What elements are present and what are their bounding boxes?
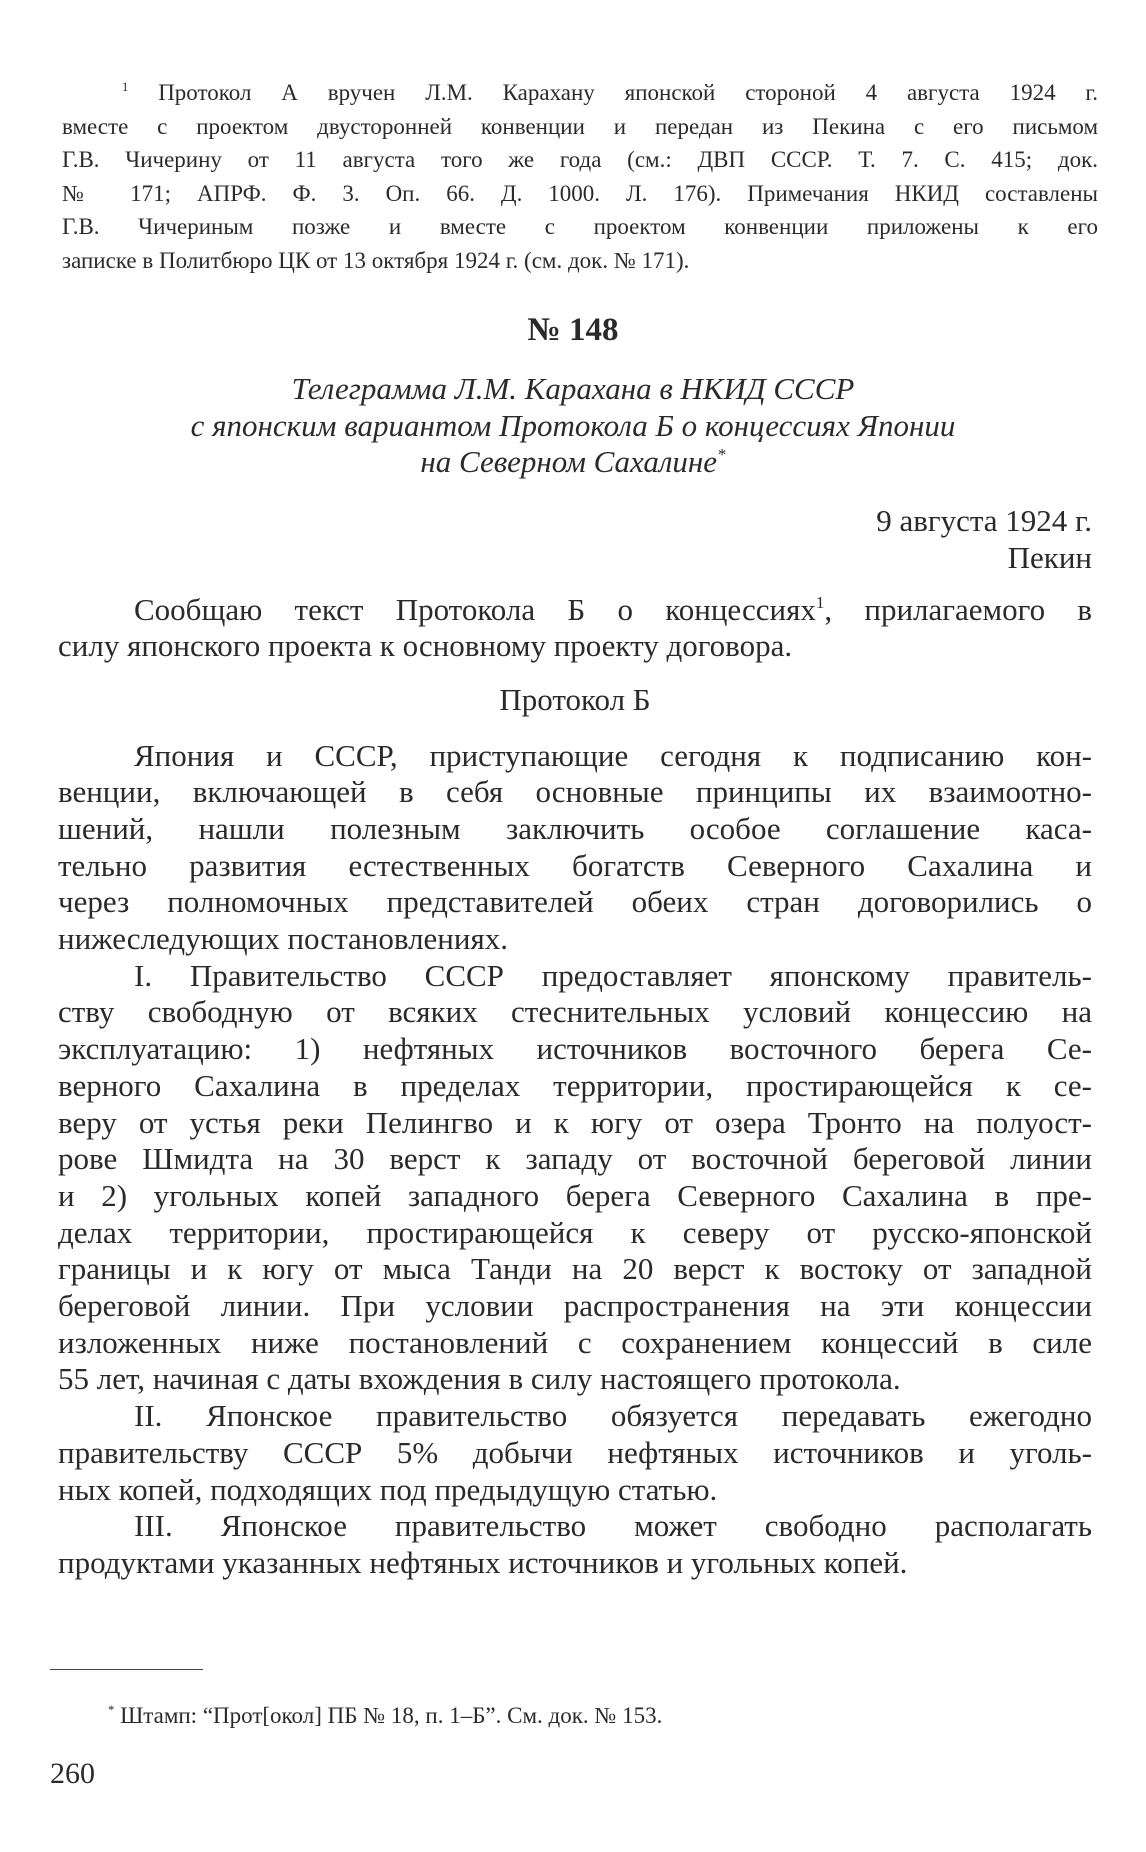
document-place: Пекин (1007, 540, 1092, 575)
document-date: 9 августа 1924 г. (876, 503, 1092, 538)
intro-line: силу японского проекта к основному проекту договора. (58, 627, 793, 663)
text-line: веру от устья реки Пелингво и к югу от озера Тронто на полуост- (58, 1104, 1092, 1140)
footnote-mark: * (717, 445, 726, 465)
title-line: с японским вариантом Протокола Б о концессиях Японии (190, 407, 956, 443)
date-place (876, 502, 1092, 576)
protocol-heading: Протокол Б (499, 682, 651, 717)
text-line: нижеследующих постановлениях. (58, 921, 508, 957)
text-line: границы и к югу от мыса Танди на 20 верст к востоку от западной (58, 1251, 1092, 1287)
protocol-text (58, 738, 1092, 1582)
text-line: 55 лет, начиная с даты вхождения в силу настоящего протокола. (58, 1361, 901, 1397)
intro-text: , прилагаемого в (824, 592, 1092, 627)
text-line: делах территории, простирающейся к северу от русско-японской (58, 1214, 1092, 1250)
text-line: Япония и СССР, приступающие сегодня к подписанию кон- (134, 737, 1092, 773)
footnote-line: № 171; АПРФ. Ф. 3. Оп. 66. Д. 1000. Л. 176). Примечания НКИД составлены (62, 180, 1098, 206)
footnote-mark: 1 (122, 80, 129, 95)
text-line: через полномочных представителей обеих стран договорились о (58, 884, 1092, 920)
footnote-line: вместе с проектом двусторонней конвенции и передан из Пекина с его письмом (62, 113, 1098, 139)
text-line: продуктами указанных нефтяных источников и угольных копей. (58, 1544, 908, 1580)
text-line: ных копей, подходящих под предыдущую статью. (58, 1471, 718, 1507)
footnote-line (62, 76, 1098, 110)
footnote-divider (50, 1669, 203, 1670)
intro-text: Сообщаю текст Протокола Б о концессиях (134, 592, 816, 627)
text-line: тельно развития естественных богатств Северного Сахалина и (58, 847, 1092, 883)
text-line: III. Японское правительство может свободно располагать (134, 1508, 1092, 1544)
footnote-line: записке в Политбюро ЦК от 13 октября 1924 г. (см. док. № 171). (62, 247, 690, 273)
footnote-text: Протокол А вручен Л.М. Карахану японской стороной 4 августа 1924 г. (158, 80, 1099, 105)
text-line: шений, нашли полезным заключить особое соглашение каса- (58, 810, 1092, 846)
paragraph (58, 738, 1092, 958)
footnote-mark: 1 (815, 593, 825, 613)
title-line (0, 444, 1146, 481)
text-line: ству свободную от всяких стеснительных условий концессию на (58, 994, 1092, 1030)
text-line: береговой линии. При условии распространения на эти концессии (58, 1288, 1092, 1324)
paragraph (58, 1508, 1092, 1581)
footnote-line: Г.В. Чичериным позже и вместе с проектом конвенции приложены к его (62, 214, 1098, 239)
title-line: Телеграмма Л.М. Карахана в НКИД СССР (291, 371, 855, 406)
page-number: 260 (50, 1757, 95, 1790)
footnote-line: Г.В. Чичерину от 11 августа того же года (см.: ДВП СССР. Т. 7. С. 415; док. (62, 147, 1098, 172)
text-line: I. Правительство СССР предоставляет японскому правитель- (134, 957, 1092, 993)
footnote-top (62, 76, 1098, 277)
text-line: эксплуатацию: 1) нефтяных источников восточного берега Се- (58, 1031, 1092, 1067)
footnote-bottom (108, 1703, 662, 1729)
document-number: № 148 (527, 312, 619, 348)
text-line: венции, включающей в себя основные принципы их взаимоотно- (58, 774, 1092, 810)
footnote-mark: * (108, 1703, 115, 1718)
document-body (58, 592, 1092, 1582)
text-line: верного Сахалина в пределах территории, простирающейся к се- (58, 1067, 1092, 1103)
text-line: изложенных ниже постановлений с сохранением концессий в силе (58, 1324, 1092, 1360)
title-line-text: на Северном Сахалине (420, 444, 718, 479)
text-line: правительству СССР 5% добычи нефтяных источников и уголь- (58, 1434, 1092, 1470)
document-title (0, 371, 1146, 481)
footnote-text: Штамп: “Прот[окол] ПБ № 18, п. 1–Б”. См. док. № 153. (120, 1703, 663, 1728)
text-line: рове Шмидта на 30 верст к западу от восточной береговой линии (58, 1141, 1092, 1177)
text-line: и 2) угольных копей западного берега Северного Сахалина в пре- (58, 1177, 1092, 1213)
paragraph (58, 1398, 1092, 1508)
paragraph (58, 958, 1092, 1398)
text-line: II. Японское правительство обязуется передавать ежегодно (134, 1398, 1092, 1434)
intro-line (58, 592, 1092, 628)
